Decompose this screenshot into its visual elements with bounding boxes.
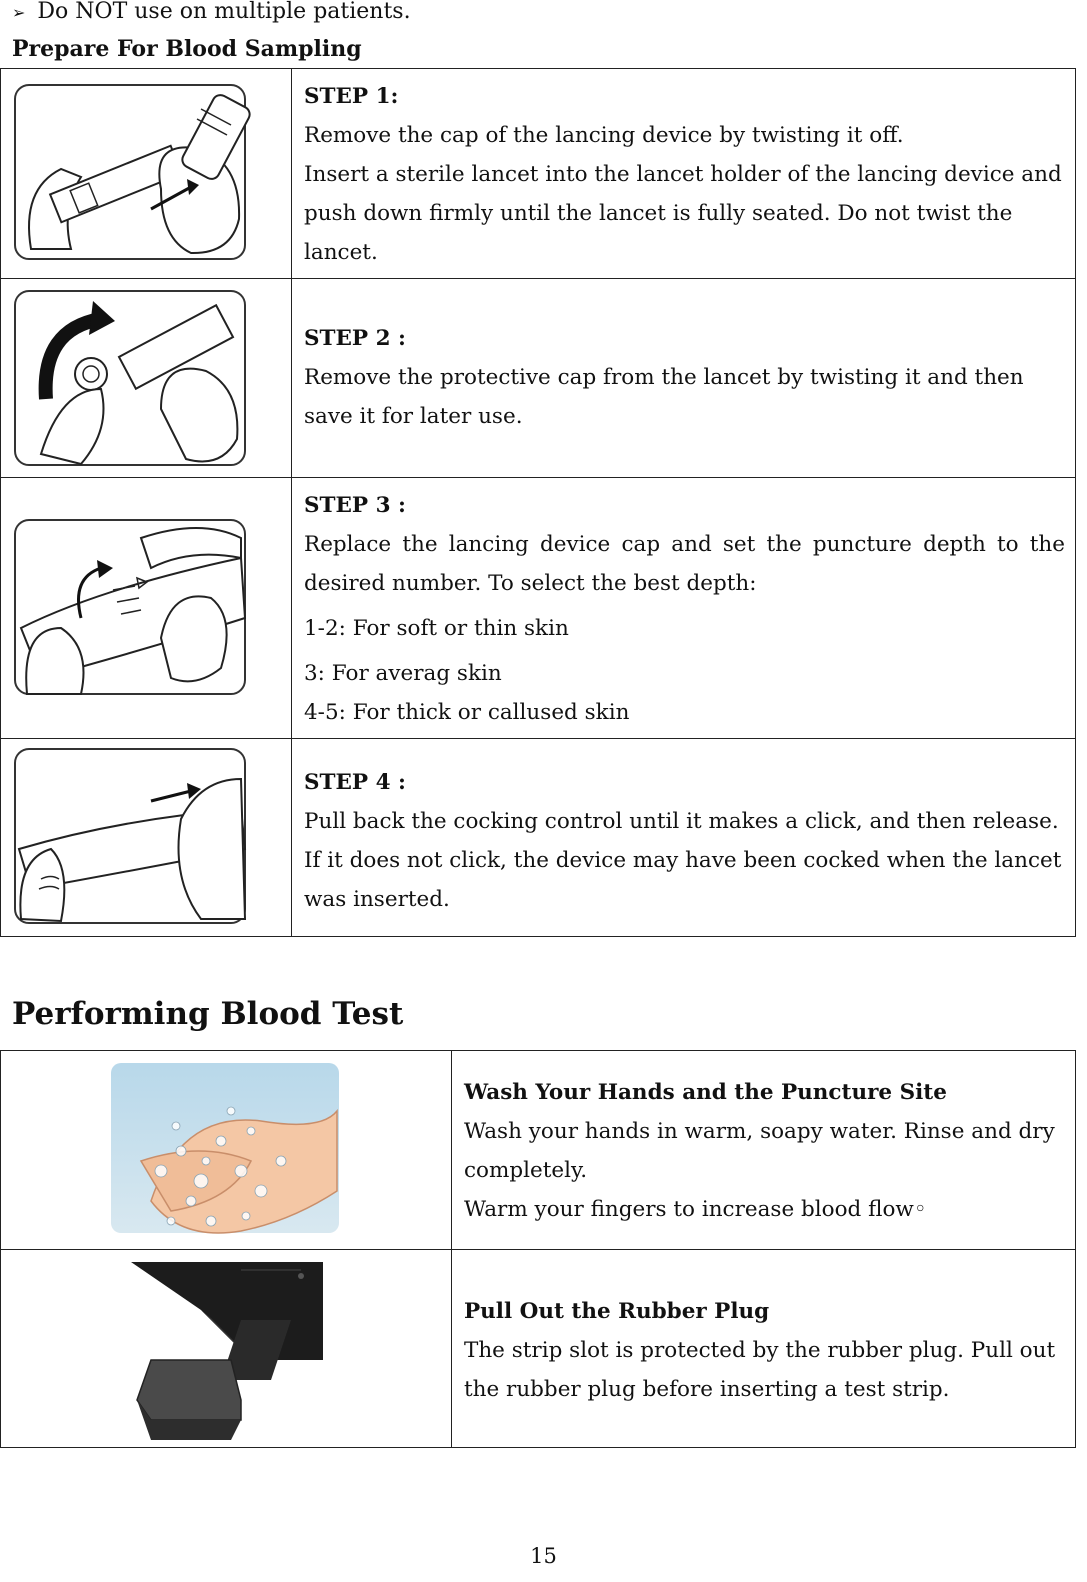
step-3-title: STEP 3 : (304, 493, 406, 518)
prepare-steps-table (0, 68, 1076, 937)
test-row (1, 1051, 1076, 1250)
rubber-plug-line-1: The strip slot is protected by the rubber plug. Pull out the rubber plug before inserting a test strip. (464, 1338, 1056, 1402)
step-3-line-1: Replace the lancing device cap and set the puncture depth to the desired number. To select the best depth: (304, 532, 1065, 596)
note-text: Do NOT use on multiple patients. (37, 0, 411, 24)
step-1-title: STEP 1: (304, 84, 399, 109)
rubber-plug-image-cell (1, 1250, 452, 1448)
step-3-line-4: 4-5: For thick or callused skin (304, 700, 630, 725)
prepare-heading: Prepare For Blood Sampling (12, 36, 362, 62)
wash-hands-text-cell (452, 1051, 1076, 1250)
set-depth-illustration (1, 478, 291, 737)
step-3-text-cell (292, 478, 1076, 739)
step-4-text-cell (292, 739, 1076, 937)
test-row (1, 1250, 1076, 1448)
step-row (1, 69, 1076, 279)
performing-table (0, 1050, 1076, 1448)
wash-hands-line-2: Warm your fingers to increase blood flow◦ (464, 1197, 927, 1222)
cock-device-illustration (1, 739, 291, 936)
step-row (1, 279, 1076, 478)
step-4-image-cell (1, 739, 292, 937)
arrow-bullet-icon: ➢ (12, 3, 26, 22)
step-3-line-2: 1-2: For soft or thin skin (304, 616, 569, 641)
step-2-text-cell (292, 279, 1076, 478)
performing-heading: Performing Blood Test (12, 996, 404, 1032)
step-1-image-cell (1, 69, 292, 279)
wash-hands-image-cell (1, 1051, 452, 1250)
step-1-line-2: Insert a sterile lancet into the lancet holder of the lancing device and push down firmly until the lancet is fully seated. Do not twist the lancet. (304, 162, 1062, 265)
insert-lancet-illustration (1, 69, 291, 277)
wash-hands-title: Wash Your Hands and the Puncture Site (464, 1080, 947, 1105)
step-row (1, 478, 1076, 739)
step-3-image-cell (1, 478, 292, 739)
page-number: 15 (530, 1544, 557, 1568)
step-3-line-3: 3: For averag skin (304, 661, 502, 686)
step-2-image-cell (1, 279, 292, 478)
step-4-line-2: If it does not click, the device may have been cocked when the lancet was inserted. (304, 848, 1062, 912)
step-2-line-1: Remove the protective cap from the lancet by twisting it and then save it for later use. (304, 365, 1024, 429)
step-2-title: STEP 2 : (304, 326, 406, 351)
step-4-line-1: Pull back the cocking control until it makes a click, and then release. (304, 809, 1059, 834)
step-1-line-1: Remove the cap of the lancing device by twisting it off. (304, 123, 904, 148)
step-4-title: STEP 4 : (304, 770, 406, 795)
note-bullet (12, 0, 411, 25)
step-1-text-cell (292, 69, 1076, 279)
wash-hands-illustration (1, 1051, 451, 1249)
rubber-plug-text-cell (452, 1250, 1076, 1448)
rubber-plug-title: Pull Out the Rubber Plug (464, 1299, 770, 1324)
step-row (1, 739, 1076, 937)
rubber-plug-illustration (1, 1250, 451, 1447)
remove-lancet-cap-illustration (1, 279, 291, 477)
wash-hands-line-1: Wash your hands in warm, soapy water. Rinse and dry completely. (464, 1119, 1055, 1183)
